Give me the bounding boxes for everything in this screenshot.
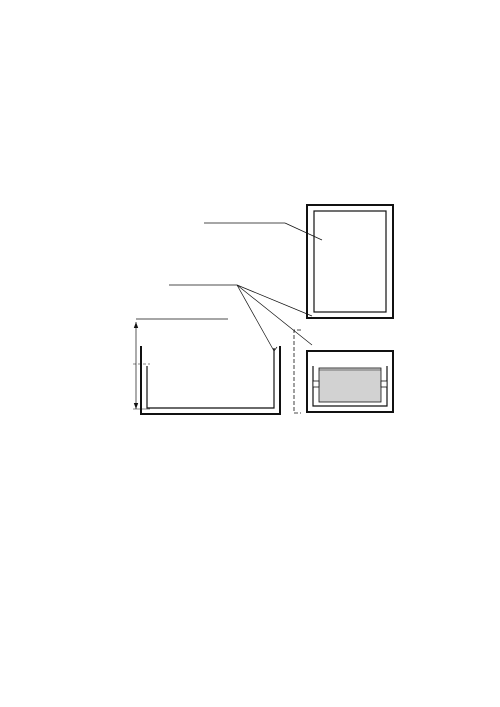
front-view-load-cap-right bbox=[381, 381, 387, 387]
top-view-drawing bbox=[307, 205, 393, 318]
load-material-callout bbox=[204, 223, 322, 240]
front-view-load-cap-left bbox=[313, 381, 319, 387]
front-view-load-block bbox=[319, 368, 381, 402]
front-view-brace-left bbox=[294, 330, 301, 413]
top-view-box-outer bbox=[307, 205, 393, 318]
front-side-leader-top bbox=[237, 285, 312, 316]
load-material-leader bbox=[285, 223, 322, 240]
front-side-leader-side bbox=[237, 285, 274, 351]
height-dimension-arrow-top bbox=[134, 322, 138, 328]
top-view-box-inner bbox=[314, 211, 386, 312]
height-dimension-arrow-bottom bbox=[134, 403, 138, 409]
side-view-box-outer bbox=[141, 346, 280, 414]
front-side-callout bbox=[169, 285, 312, 351]
front-side-leader-front bbox=[237, 285, 312, 345]
side-view-box-inner bbox=[147, 348, 274, 408]
side-view-drawing bbox=[141, 346, 280, 414]
